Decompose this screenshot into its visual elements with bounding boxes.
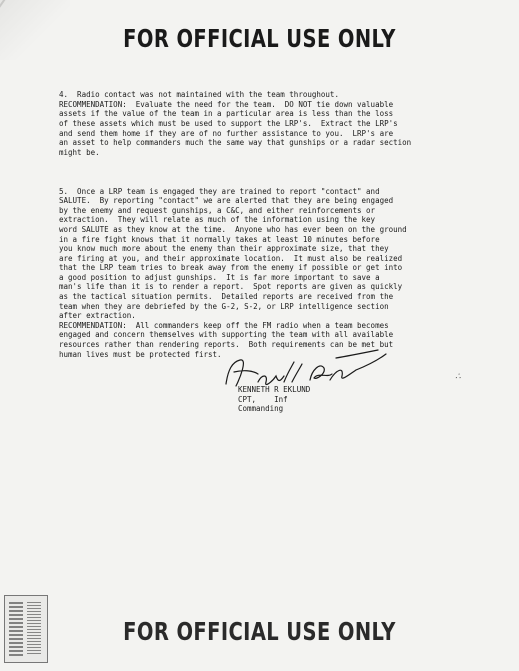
- footer-classification-stamp: FOR OFFICIAL USE ONLY: [123, 617, 396, 646]
- text-line: by the enemy and request gunships, a C&C, and either reinforcements or: [59, 205, 376, 215]
- paragraph-4: [59, 90, 479, 157]
- signer-rank: CPT, Inf: [238, 394, 288, 404]
- text-line: team when they are debriefed by the G-2, S-2, or LRP intelligence section: [59, 301, 389, 311]
- text-line: of these assets which must be used to support the LRP's. Extract the LRP's: [59, 118, 398, 128]
- text-line: 5. Once a LRP team is engaged they are trained to report "contact" and: [59, 186, 380, 196]
- text-line: man's life than it is to render a report. Spot reports are given as quickly: [59, 282, 403, 292]
- text-line: might be.: [59, 147, 100, 157]
- text-line: word SALUTE as they know at the time. Anyone who has ever been on the ground: [59, 224, 407, 234]
- signer-name: KENNETH R EKLUND: [238, 385, 311, 394]
- text-line: RECOMMENDATION: All commanders keep off the FM radio when a team becomes: [59, 320, 389, 330]
- header-classification-stamp: FOR OFFICIAL USE ONLY: [123, 24, 396, 53]
- signer-title: Commanding: [238, 404, 284, 414]
- text-line: engaged and concern themselves with supporting the team with all available: [59, 330, 394, 340]
- text-line: extraction. They will relate as much of the information using the key: [59, 215, 376, 225]
- memo-body: [59, 71, 479, 378]
- text-line: after extraction.: [59, 311, 136, 321]
- text-line: RECOMMENDATION: Evaluate the need for the team. DO NOT tie down valuable: [59, 99, 394, 109]
- text-line: human lives must be protected first.: [59, 349, 222, 359]
- text-line: an asset to help commanders much the same way that gunships or a radar section: [59, 138, 412, 148]
- paragraph-5: [59, 187, 479, 360]
- signature-block: [238, 385, 310, 414]
- text-line: you know much more about the enemy than their approximate size, that they: [59, 244, 389, 254]
- text-line: a good position to adjust gunships. It is far more important to save a: [59, 272, 380, 282]
- text-line: 4. Radio contact was not maintained with the team throughout.: [59, 90, 339, 100]
- text-line: and send them home if they are of no further assistance to you. LRP's are: [59, 128, 394, 138]
- text-line: resources rather than rendering reports. Both requirements can be met but: [59, 340, 394, 350]
- text-line: SALUTE. By reporting "contact" we are alerted that they are being engaged: [59, 196, 394, 206]
- text-line: are firing at you, and their approximate location. It must also be realized: [59, 253, 403, 263]
- text-line: that the LRP team tries to break away from the enemy if possible or get into: [59, 263, 403, 273]
- text-line: as the tactical situation permits. Detailed reports are received from the: [59, 292, 394, 302]
- text-line: assets if the value of the team in a particular area is less than the loss: [59, 109, 394, 119]
- archive-stamp-image: [4, 595, 48, 663]
- margin-mark: ∴: [455, 372, 461, 382]
- text-line: in a fire fight knows that it normally takes at least 10 minutes before: [59, 234, 380, 244]
